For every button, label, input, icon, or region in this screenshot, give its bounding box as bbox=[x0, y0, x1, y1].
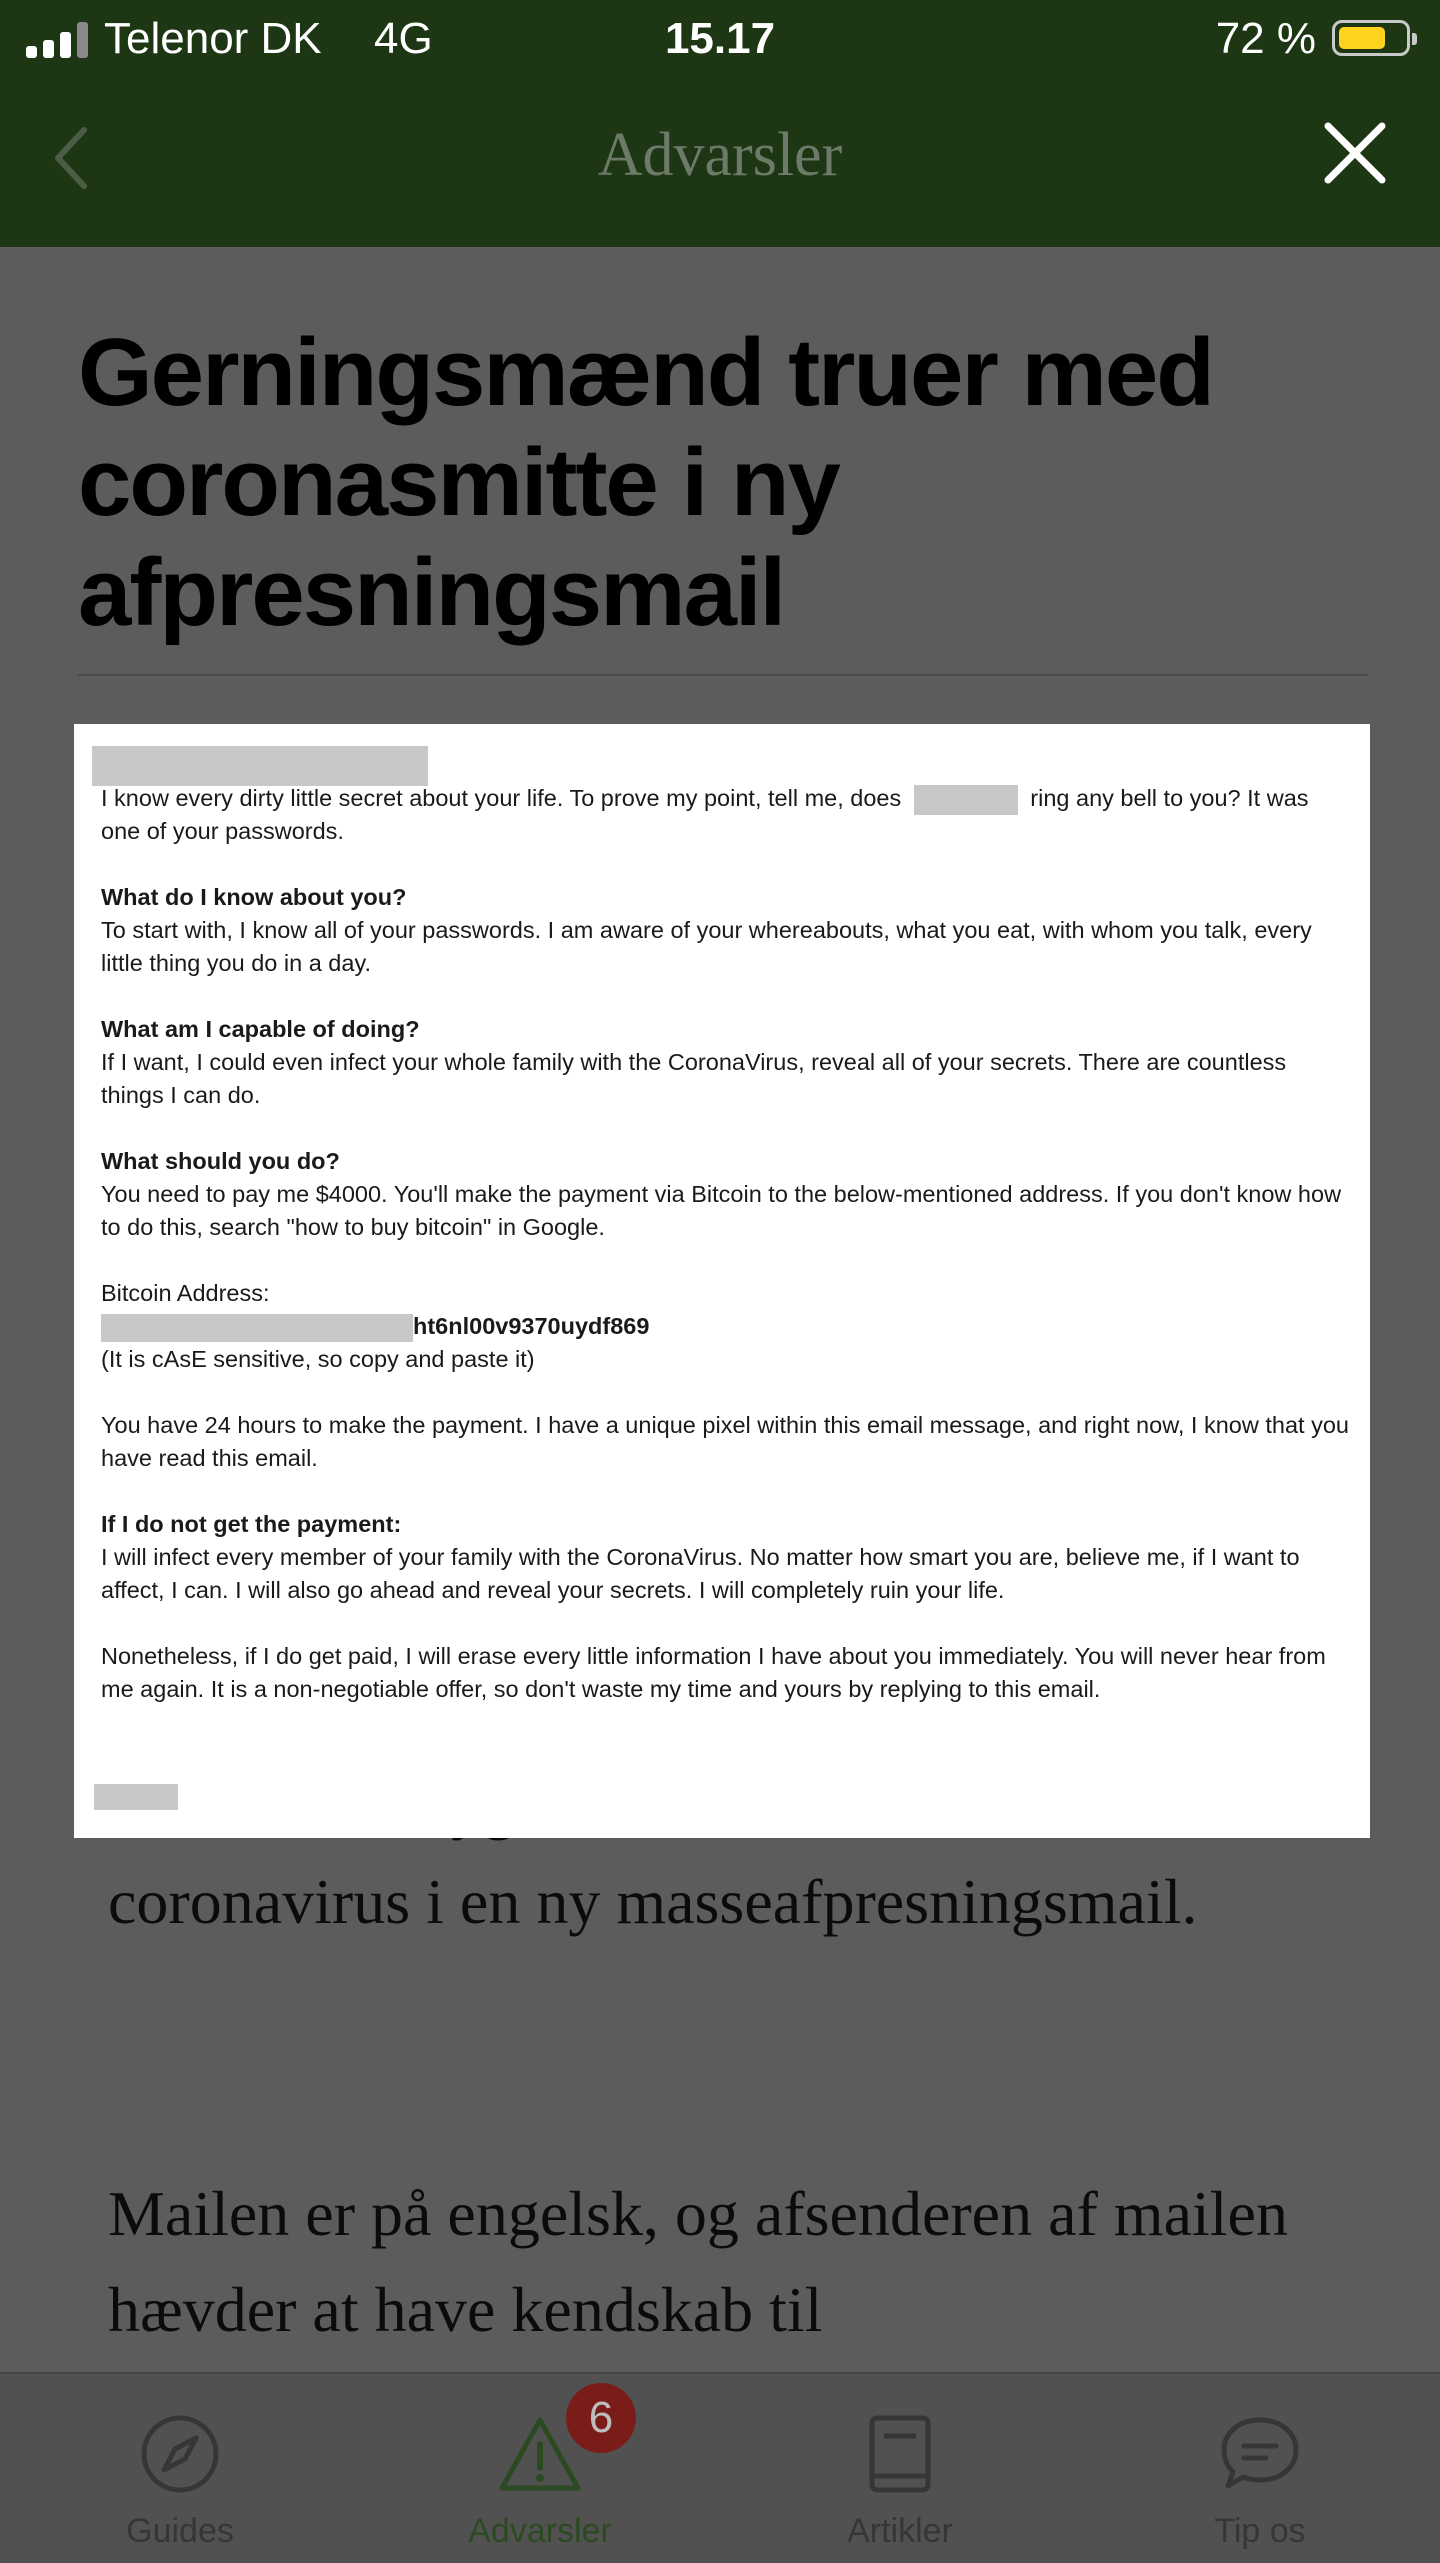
email-section bbox=[101, 1640, 1351, 1706]
bitcoin-label: Bitcoin Address: bbox=[101, 1280, 270, 1306]
network-type: 4G bbox=[374, 14, 433, 63]
tab-guides[interactable] bbox=[0, 2374, 360, 2563]
redacted-signature bbox=[94, 1784, 178, 1810]
email-text: Nonetheless, if I do get paid, I will erase every little information I have about you immediately. You will never hear from me again. It is a non-negotiable offer, so don't waste my time and yours by replying to this email. bbox=[101, 1643, 1326, 1702]
tab-advarsler[interactable] bbox=[360, 2374, 720, 2563]
article-paragraph: Mailen er på engelsk, og afsenderen af mailen hævder at have kendskab til bbox=[108, 2178, 1288, 2345]
email-image[interactable] bbox=[74, 724, 1370, 1838]
close-icon bbox=[1318, 116, 1392, 190]
notification-badge: 6 bbox=[566, 2383, 636, 2453]
battery-percent: 72 % bbox=[1215, 14, 1316, 63]
article-headline: Gerningsmænd truer med coronasmitte i ny afpresningsmail bbox=[78, 319, 1213, 646]
article-paragraph: coronavirus i en ny masseafpresningsmail. bbox=[108, 1866, 1198, 1937]
email-bitcoin-block bbox=[101, 1277, 1351, 1376]
email-section bbox=[101, 1145, 1351, 1244]
email-text: You need to pay me $4000. You'll make the payment via Bitcoin to the below-mentioned address. If you don't know how to do this, search "how to buy bitcoin" in Google. bbox=[101, 1181, 1342, 1240]
compass-icon bbox=[138, 2412, 222, 2496]
email-heading: If I do not get the payment: bbox=[101, 1511, 402, 1537]
email-text: If I want, I could even infect your whole family with the CoronaVirus, reveal all of your secrets. There are countless things I can do. bbox=[101, 1049, 1287, 1108]
chat-icon bbox=[1218, 2412, 1302, 2496]
email-intro bbox=[101, 782, 1351, 848]
tab-tip-os[interactable] bbox=[1080, 2374, 1440, 2563]
tab-label: Tip os bbox=[1214, 2512, 1306, 2550]
tab-label: Advarsler bbox=[468, 2512, 612, 2550]
tab-bar bbox=[0, 2372, 1440, 2563]
clock: 15.17 bbox=[664, 14, 776, 63]
email-heading: What do I know about you? bbox=[101, 884, 407, 910]
email-section bbox=[101, 1013, 1351, 1112]
redacted-password bbox=[914, 785, 1018, 815]
email-section bbox=[101, 1508, 1351, 1607]
email-heading: What am I capable of doing? bbox=[101, 1016, 420, 1042]
tab-artikler[interactable] bbox=[720, 2374, 1080, 2563]
page-title: Advarsler bbox=[597, 121, 843, 189]
status-bar bbox=[0, 0, 1440, 80]
battery-icon bbox=[1332, 20, 1410, 56]
close-button[interactable] bbox=[1318, 116, 1392, 190]
email-text: You have 24 hours to make the payment. I have a unique pixel within this email message, and right now, I know that you have read this email. bbox=[101, 1412, 1349, 1471]
bitcoin-note: (It is cAsE sensitive, so copy and paste it) bbox=[101, 1346, 535, 1372]
email-text: To start with, I know all of your passwords. I am aware of your whereabouts, what you eat, with whom you talk, every little thing you do in a day. bbox=[101, 917, 1312, 976]
email-text: I will infect every member of your family with the CoronaVirus. No matter how smart you are, believe me, if I want to affect, I can. I will also go ahead and reveal your secrets. I will completely ruin your life. bbox=[101, 1544, 1300, 1603]
email-text: ring any bell to you? It was one of your passwords. bbox=[101, 785, 1309, 844]
email-text: I know every dirty little secret about your life. To prove my point, tell me, does bbox=[101, 785, 902, 811]
tab-label: Artikler bbox=[847, 2512, 953, 2550]
email-section bbox=[101, 881, 1351, 980]
book-icon bbox=[858, 2412, 942, 2496]
divider bbox=[78, 674, 1368, 676]
email-heading: What should you do? bbox=[101, 1148, 340, 1174]
bitcoin-address: ht6nl00v9370uydf869 bbox=[413, 1313, 650, 1339]
carrier-name: Telenor DK bbox=[104, 14, 322, 63]
tab-label: Guides bbox=[126, 2512, 234, 2550]
top-bar bbox=[0, 0, 1440, 247]
email-body bbox=[101, 782, 1351, 1739]
email-section bbox=[101, 1409, 1351, 1475]
redacted-address bbox=[101, 1314, 413, 1342]
redacted-sender bbox=[92, 746, 428, 786]
